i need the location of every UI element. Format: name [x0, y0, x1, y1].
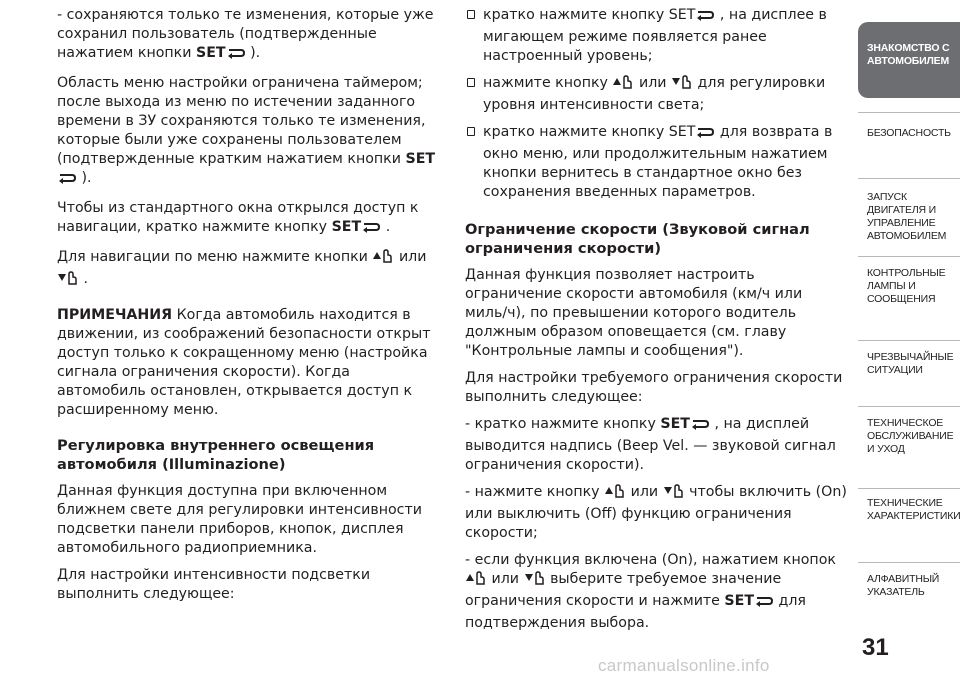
bullet-item: кратко нажмите кнопку SET , на дисплее в мигающем режиме появляется ранее настроенный уровень;	[465, 6, 848, 66]
left-column	[57, 6, 442, 612]
note-label: ПРИМЕЧАНИЯ	[57, 307, 173, 323]
tab-emergencies[interactable]: ЧРЕЗВЫЧАЙНЫЕ СИТУАЦИИ	[858, 340, 960, 402]
paragraph-navigation-access: Чтобы из стандартного окна открылся доступ к навигации, кратко нажмите кнопку SET .	[57, 199, 442, 240]
right-column	[465, 6, 848, 641]
arrow-down-hand-icon	[57, 270, 79, 292]
arrow-up-hand-icon	[465, 570, 487, 592]
paragraph-speed-desc: Данная функция позволяет настроить ограничение скорости автомобиля (км/ч или миль/ч), по превышении которого водитель должным образом оповещается (см. главу "Контрольные лампы и сообщения").	[465, 267, 803, 359]
checkbox-bullet-icon	[467, 10, 475, 19]
set-label: SET	[660, 416, 690, 432]
section-heading-illumination: Регулировка внутреннего освещения автомобиля (Illuminazione)	[57, 437, 375, 473]
return-arrow-icon	[695, 125, 715, 145]
paragraph-speed-steps: Для настройки требуемого ограничения скорости выполнить следующее:	[465, 370, 843, 405]
arrow-down-hand-icon	[524, 570, 546, 592]
tab-getting-to-know[interactable]: ЗНАКОМСТВО С АВТОМОБИЛЕМ	[858, 22, 960, 98]
set-label: SET	[331, 219, 362, 235]
set-label: SET	[195, 45, 226, 61]
paragraph-speed-step1: - кратко нажмите кнопку SET , на дисплей выводится надпись (Beep Vel. — звуковой сигнал ограничения скорости).	[465, 416, 836, 473]
chapter-sidebar	[858, 22, 960, 634]
return-arrow-icon	[361, 220, 381, 240]
paragraph-illumination-desc: Данная функция доступна при включенном ближнем свете для регулировки интенсивности подсветки панели приборов, кнопок, дисплея автомобильного радиоприемника.	[57, 483, 422, 556]
checkbox-bullet-icon	[467, 127, 475, 136]
paragraph-speed-step3: - если функция включена (On), нажатием кнопок или выберите требуемое значение ограничения скорости и нажмите SET для подтверждения выбора.	[465, 552, 836, 631]
return-arrow-icon	[690, 417, 710, 437]
bullet-item: нажмите кнопку или для регулировки уровня интенсивности света;	[465, 74, 848, 115]
return-arrow-icon	[754, 594, 774, 614]
arrow-up-hand-icon	[604, 483, 626, 505]
paragraph-timer: Область меню настройки ограничена таймером; после выхода из меню по истечении заданного времени в ЗУ сохраняются только те изменения, которые были уже сохранены пользователем (подтвержденные кратким нажатием кнопки SET ).	[57, 74, 442, 191]
tab-index[interactable]: АЛФАВИТНЫЙ УКАЗАТЕЛЬ	[858, 562, 960, 634]
tab-safety[interactable]: БЕЗОПАСНОСТЬ	[858, 112, 960, 174]
arrow-up-hand-icon	[372, 248, 394, 270]
section-heading-speed-limit: Ограничение скорости (Звуковой сигнал ограничения скорости)	[465, 221, 810, 257]
paragraph-speed-step2: - нажмите кнопку или чтобы включить (On) или выключить (Off) функцию ограничения скорости;	[465, 484, 847, 541]
arrow-up-hand-icon	[612, 74, 634, 96]
return-arrow-icon	[57, 171, 77, 191]
bullet-item: кратко нажмите кнопку SET для возврата в окно меню, или продолжительным нажатием кнопки вернитесь в стандартное окно без сохранения введенных параметров.	[465, 123, 848, 202]
note-paragraph: ПРИМЕЧАНИЯ Когда автомобиль находится в движении, из соображений безопасности открыт доступ только к сокращенному меню (настройка сигнала ограничения скорости). Когда автомобиль остановлен, открывается доступ к расширенному меню.	[57, 307, 431, 418]
return-arrow-icon	[226, 46, 246, 66]
page-number: 31	[862, 634, 889, 661]
tab-maintenance[interactable]: ТЕХНИЧЕСКОЕ ОБСЛУЖИВАНИЕ И УХОД	[858, 406, 960, 484]
watermark: carmanualsonline.info	[598, 656, 770, 675]
paragraph-menu-navigation: Для навигации по меню нажмите кнопки или .	[57, 248, 442, 292]
tab-specifications[interactable]: ТЕХНИЧЕСКИЕ ХАРАКТЕРИСТИКИ	[858, 488, 960, 560]
tab-warning-lights[interactable]: КОНТРОЛЬНЫЕ ЛАМПЫ И СООБЩЕНИЯ	[858, 256, 960, 338]
arrow-down-hand-icon	[671, 74, 693, 96]
tab-starting-driving[interactable]: ЗАПУСК ДВИГАТЕЛЯ И УПРАВЛЕНИЕ АВТОМОБИЛЕМ	[858, 178, 960, 254]
arrow-down-hand-icon	[663, 483, 685, 505]
set-label: SET	[724, 593, 755, 609]
return-arrow-icon	[695, 8, 715, 28]
checkbox-bullet-icon	[467, 78, 475, 87]
paragraph-save-changes: - сохраняются только те изменения, которые уже сохранил пользователь (подтвержденные нажатием кнопки SET ).	[57, 6, 442, 66]
set-label: SET	[405, 151, 436, 167]
paragraph-illumination-steps: Для настройки интенсивности подсветки выполнить следующее:	[57, 567, 371, 602]
